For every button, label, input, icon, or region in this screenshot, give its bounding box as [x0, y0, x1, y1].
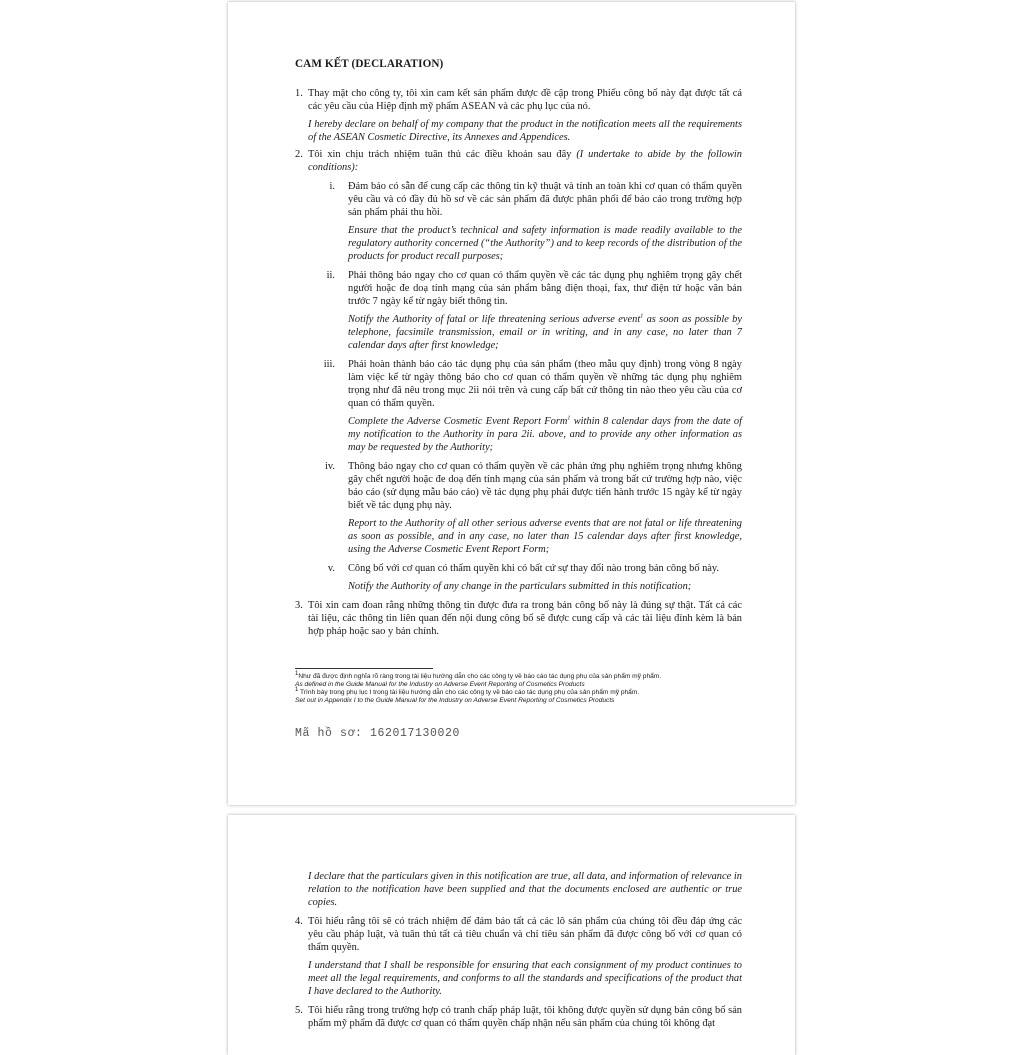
item-text-vi: Tôi hiểu rằng trong trường hợp có tranh chấp pháp luật, tôi không được quyền sử dụng bản công bố sản phẩm mỹ phẩm đã được cơ quan có thẩm quyền chấp nhận nếu sản phẩm của chúng tôi không đạt: [308, 1005, 742, 1029]
condition-ii: [308, 269, 742, 352]
declaration-item-3: [295, 599, 742, 638]
condition-text-en: [348, 415, 742, 454]
declaration-item-1: [295, 87, 742, 144]
item-text: [308, 148, 742, 174]
footnote-2-text: Trình bày trong phụ lục I trong tài liệu hướng dẫn cho các công ty về báo cáo tác dụng phụ của sản phẩm mỹ phẩm.: [298, 689, 640, 696]
footnote-marker: 1: [295, 686, 299, 693]
condition-text-en: Notify the Authority of any change in the particulars submitted in this notification;: [348, 581, 692, 592]
condition-i: [308, 180, 742, 263]
condition-iii: [308, 358, 742, 454]
condition-text-en-a: Complete the Adverse Cosmetic Event Report Form: [348, 416, 568, 427]
item-number: 5.: [295, 1005, 303, 1016]
footnote-1-text: Như đã được định nghĩa rõ ràng trong tài liệu hướng dẫn cho các công ty về báo cáo tác dụng phụ của sản phẩm mỹ phẩm.: [298, 673, 662, 680]
condition-number: ii.: [326, 270, 335, 281]
page-2-content: [295, 870, 742, 1036]
item-text-vi: Tôi hiểu rằng tôi sẽ có trách nhiệm để đảm bảo tất cả các lô sản phẩm của chúng tôi đều đáp ứng các yêu cầu pháp luật, và tuân thủ tất cả tiêu chuẩn và chỉ tiêu sản phẩm đã được công bố với cơ quan có thẩm quyền.: [308, 916, 742, 953]
condition-v: [308, 562, 742, 593]
item-text-en: (I undertake to abide by the followin conditions):: [308, 149, 742, 173]
condition-text-vi: Thông báo ngay cho cơ quan có thẩm quyền về các phản ứng phụ nghiêm trọng nhưng không gây chết người hoặc đe doạ đến tính mạng của sản phẩm và trong bất cứ trường hợp nào, việc báo cáo (sử dụng mẫu báo cáo) về tác dụng phụ phải được tiến hành trước 15 ngày kể từ ngày biết về tác dụng phụ này.: [348, 461, 742, 511]
declaration-item-2: [295, 148, 742, 593]
declaration-intro-en: I declare that the particulars given in this notification are true, all data, and information of relevance in relation to the notification have been supplied and that the documents enclosed are authentic or true copies.: [308, 871, 742, 908]
footnote-1-vi: [295, 670, 742, 681]
condition-text-en-b: within 8 calendar days from the date of my notification to the Authority in para 2ii. above, and to provide any other information as may be requested by the Authority;: [348, 416, 742, 453]
footnote-1-en: As defined in the Guide Manual for the Industry on Adverse Event Reporting of Cosmetics Products: [295, 681, 585, 688]
declaration-title: CAM KẾT (DECLARATION): [295, 58, 444, 70]
condition-text-vi: Đảm bảo có sẵn để cung cấp các thông tin kỹ thuật và tính an toàn khi cơ quan có thẩm quyền yêu cầu và có đầy đủ hồ sơ về các sản phẩm đã được phân phối để báo cáo trong trường hợp sản phẩm phải thu hồi.: [348, 181, 742, 218]
item-text-vi: Thay mặt cho công ty, tôi xin cam kết sản phẩm được đề cập trong Phiếu công bố này đạt được tất cả các yêu cầu của Hiệp định mỹ phẩm ASEAN và các phụ lục của nó.: [308, 88, 742, 112]
condition-number: i.: [329, 181, 335, 192]
condition-number: iii.: [323, 359, 335, 370]
item-number: 1.: [295, 88, 303, 99]
declaration-item-4: [295, 915, 742, 998]
condition-text-en: Report to the Authority of all other serious adverse events that are not fatal or life threatening as soon as possible, and in any case, no later than 15 calendar days after first knowledge, using the Adverse Cosmetic Event Report Form;: [348, 518, 742, 555]
footnote-ref: 1: [640, 313, 644, 320]
footnote-ref: 1: [567, 415, 571, 422]
condition-text-en-a: Notify the Authority of fatal or life threatening serious adverse event: [348, 314, 641, 325]
condition-number: v.: [327, 563, 335, 574]
item-number: 3.: [295, 600, 303, 611]
record-code: Mã hồ sơ: 162017130020: [295, 727, 461, 740]
page-1-content: [295, 58, 742, 740]
condition-text-en: [348, 313, 742, 352]
declaration-item-5: [295, 1004, 742, 1030]
item-number: 4.: [295, 916, 303, 927]
item-text-en: I hereby declare on behalf of my company that the product in the notification meets all the requirements of the ASEAN Cosmetic Directive, its Annexes and Appendices.: [308, 119, 742, 143]
item-text-en: I understand that I shall be responsible for ensuring that each consignment of my product continues to meet all the legal requirements, and conforms to all the standards and specifications of the product that I have declared to the Authority.: [308, 960, 742, 997]
item-text-vi: Tôi xin cam đoan rằng những thông tin được đưa ra trong bản công bố này là đúng sự thật. Tất cả các tài liệu, các thông tin liên quan đến nội dung công bố sẽ được cung cấp và các tài liệu đính kèm là bản hợp pháp hoặc sao y bản chính.: [308, 600, 742, 637]
footnote-divider: [295, 668, 433, 669]
footnote-2-vi: [295, 686, 742, 697]
condition-number: iv.: [324, 461, 335, 472]
document-page-1: [228, 2, 795, 805]
item-text-vi: Tôi xin chịu trách nhiệm tuân thủ các điều khoản sau đây: [308, 149, 572, 160]
condition-text-vi: Công bố với cơ quan có thẩm quyền khi có bất cứ sự thay đổi nào trong bản công bố này.: [348, 563, 720, 574]
condition-text-vi: Phải thông báo ngay cho cơ quan có thẩm quyền về các tác dụng phụ nghiêm trọng gây chết người hoặc đe doạ tính mạng của sản phẩm bằng điện thoại, fax, thư điện tử hoặc văn bản trước 7 ngày kể từ ngày biết thông tin.: [348, 270, 742, 307]
footnote-marker: 1: [295, 670, 299, 677]
document-page-2: [228, 815, 795, 1055]
footnote-2-en: Set out in Appendix I to the Guide Manual for the Industry on Adverse Event Reporting of Cosmetics Products: [295, 697, 615, 704]
condition-text-vi: Phải hoàn thành báo cáo tác dụng phụ của sản phẩm (theo mẫu quy định) trong vòng 8 ngày làm việc kể từ ngày thông báo cho cơ quan có thẩm quyền về những tác dụng phụ nghiêm trọng như đã nêu trong mục 2ii nói trên và cung cấp bất cứ thông tin nào theo yêu cầu của cơ quan có thẩm quyền.: [348, 359, 742, 409]
condition-iv: [308, 460, 742, 556]
item-number: 2.: [295, 149, 303, 160]
condition-text-en-b: as soon as possible by telephone, facsimile transmission, email or in writing, and in any case, no later than 7 calendar days after first knowledge;: [348, 314, 742, 351]
condition-text-en: Ensure that the product’s technical and safety information is made readily available to the regulatory authority concerned (“the Authority”) and to keep records of the distribution of the products for product recall purposes;: [348, 225, 742, 262]
